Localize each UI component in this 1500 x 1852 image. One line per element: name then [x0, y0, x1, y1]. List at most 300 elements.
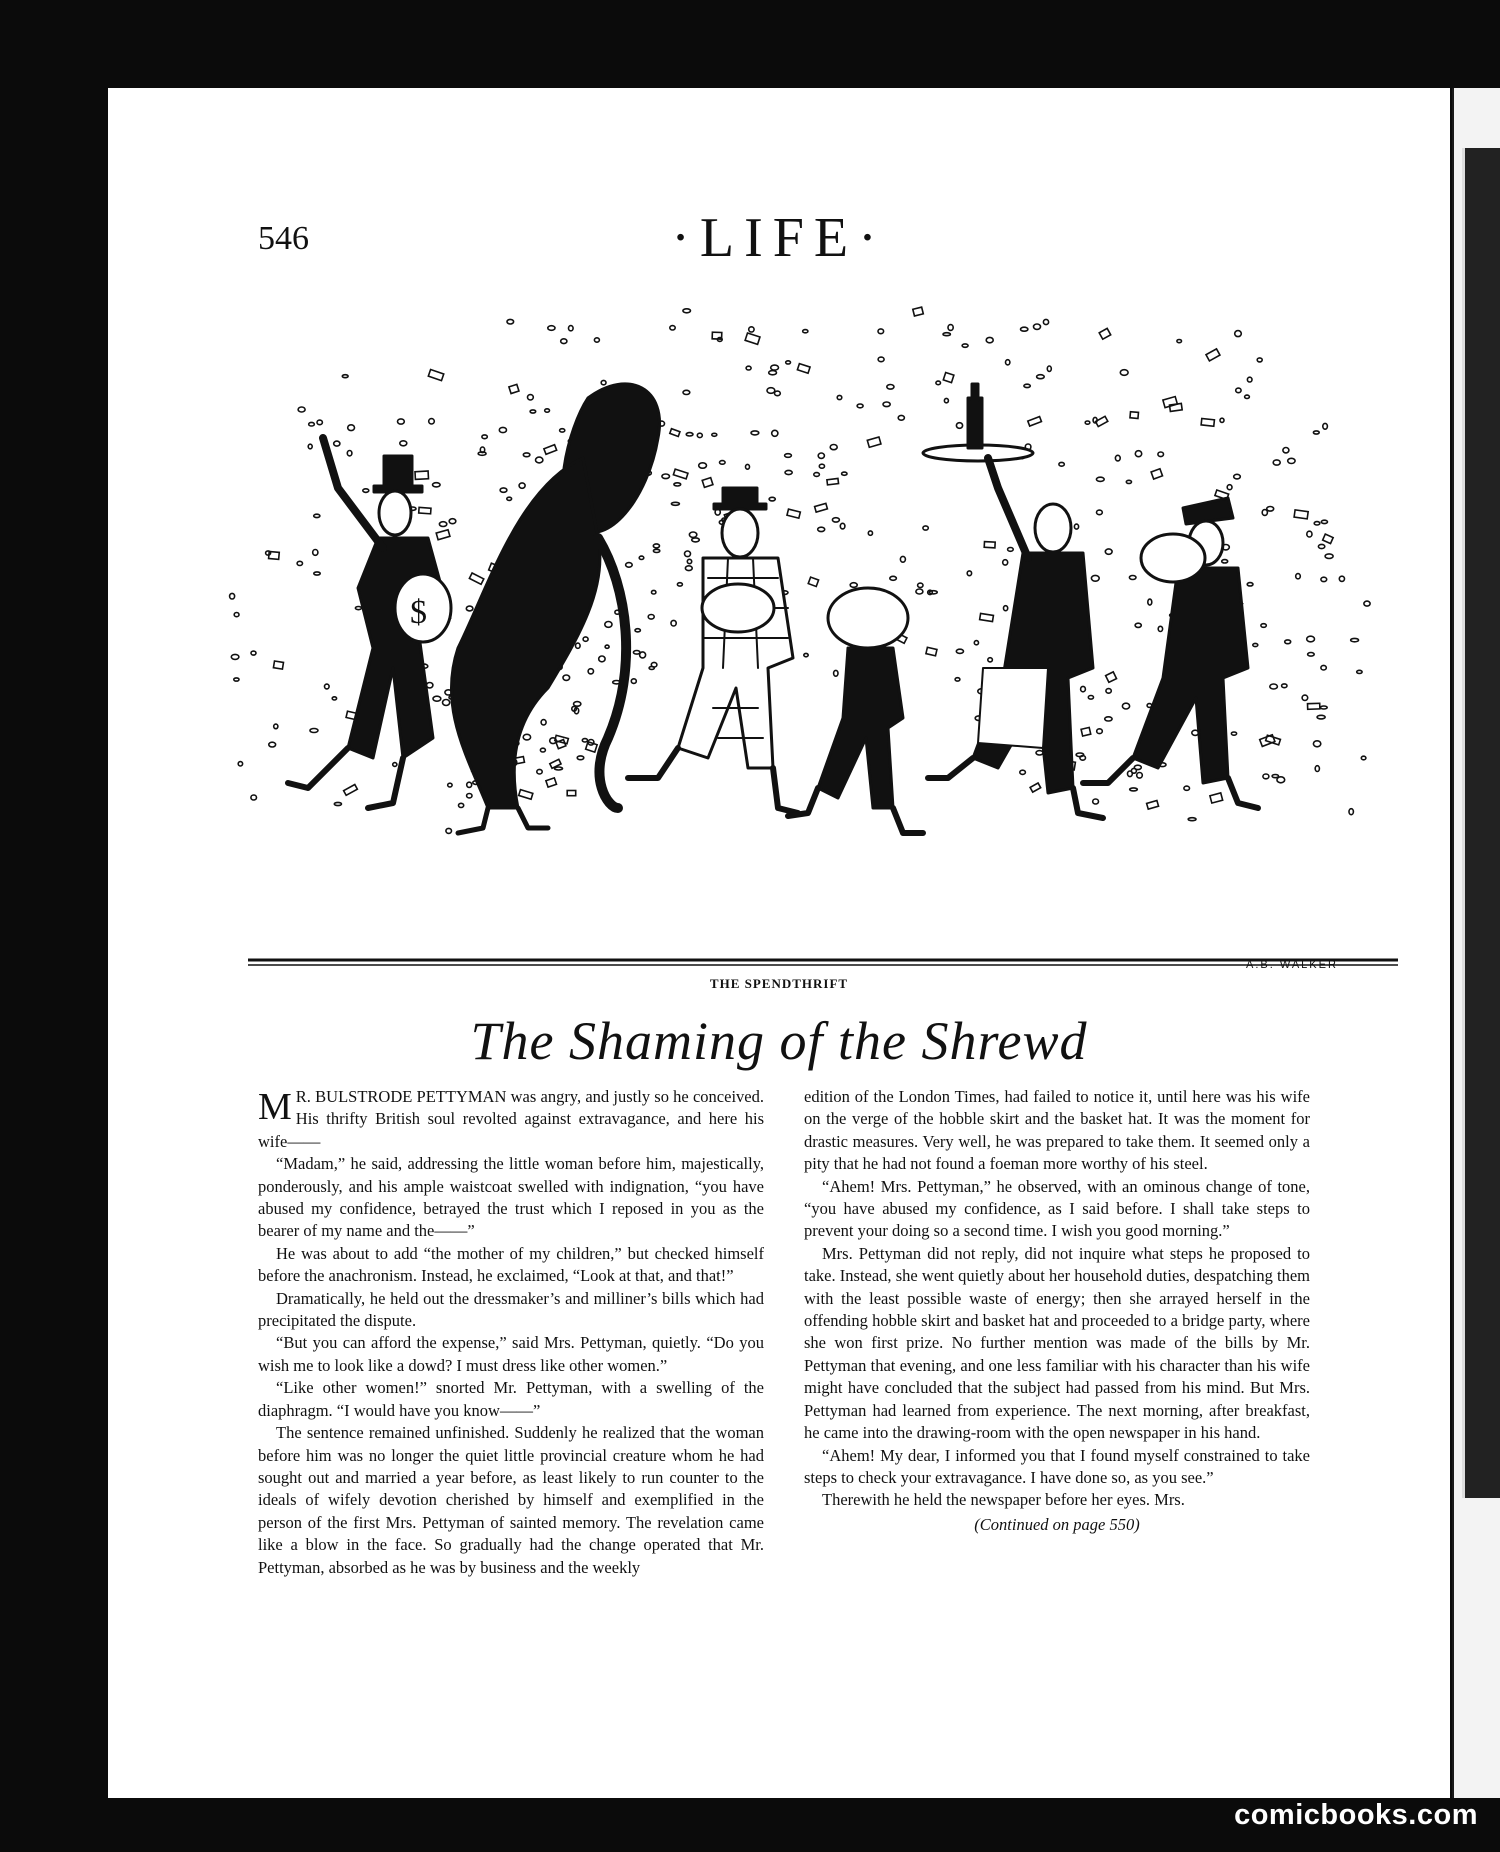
money-piece	[234, 678, 239, 681]
money-piece	[507, 497, 512, 500]
money-piece	[771, 365, 779, 370]
money-piece	[449, 519, 456, 524]
money-piece	[1288, 458, 1295, 463]
money-piece	[344, 784, 358, 795]
illustration-caption: THE SPENDTHRIFT	[709, 976, 849, 991]
money-piece	[586, 742, 598, 752]
paragraph: “Like other women!” snorted Mr. Pettyman, with a swelling of the diaphragm. “I would have you know——”	[258, 1378, 764, 1420]
money-piece	[1308, 653, 1315, 657]
money-piece	[1006, 360, 1010, 365]
money-piece	[1036, 751, 1043, 755]
money-piece	[787, 509, 800, 518]
artist-signature: A.B. WALKER	[1246, 959, 1338, 971]
money-piece	[1307, 531, 1312, 537]
money-piece	[857, 404, 863, 408]
money-piece	[541, 720, 546, 725]
paragraph: edition of the London Times, had failed to notice it, until here was his wife on the verge of the hobble skirt and the basket hat. It was the moment for drastic measures. Very well, he was prepared to take them. It seemed only a pity that he had not found a foeman more worthy of his steel.	[804, 1087, 1310, 1174]
money-piece	[683, 390, 690, 394]
money-piece	[334, 802, 341, 805]
money-piece	[342, 375, 348, 378]
money-piece	[1003, 560, 1008, 565]
money-piece	[1283, 448, 1289, 453]
money-piece	[1308, 703, 1320, 709]
money-piece	[1201, 419, 1214, 427]
money-piece	[347, 451, 352, 456]
money-piece	[309, 422, 315, 426]
money-piece	[582, 739, 587, 742]
money-piece	[653, 544, 659, 548]
figures	[288, 384, 1258, 833]
paragraph: He was about to add “the mother of my children,” but checked himself before the anachronism. Instead, he exclaimed, “Look at that, and that!”	[258, 1243, 764, 1286]
money-piece	[1130, 412, 1139, 419]
money-piece	[523, 453, 530, 457]
money-piece	[1059, 462, 1064, 466]
money-piece	[594, 338, 599, 342]
money-piece	[507, 319, 514, 324]
money-piece	[314, 514, 320, 517]
money-piece	[443, 700, 450, 706]
money-piece	[1177, 340, 1182, 343]
money-piece	[767, 388, 775, 394]
money-piece	[238, 762, 242, 766]
money-piece	[687, 559, 691, 563]
money-piece	[1093, 799, 1099, 804]
money-piece	[980, 613, 994, 621]
money-piece	[1151, 469, 1162, 479]
svg-text:$: $	[410, 594, 427, 631]
money-piece	[1074, 524, 1078, 529]
money-piece	[1277, 777, 1285, 783]
paragraph-text: R. BULSTRODE PETTYMAN was angry, and justly so he conceived. His thrifty British soul revolted against extravagance, and here his wife——	[258, 1087, 764, 1151]
money-piece	[1361, 756, 1366, 760]
money-piece	[555, 767, 563, 770]
money-piece	[523, 734, 530, 740]
top-hat-man	[288, 438, 451, 808]
money-piece	[563, 675, 570, 680]
money-piece	[313, 550, 318, 556]
money-piece	[1043, 319, 1048, 324]
money-piece	[1158, 452, 1164, 457]
money-piece	[234, 613, 239, 617]
site-watermark: comicbooks.com	[1234, 1799, 1478, 1831]
money-piece	[1097, 510, 1103, 515]
money-piece	[1030, 783, 1041, 792]
money-piece	[1034, 324, 1041, 329]
money-piece	[415, 471, 428, 479]
money-piece	[832, 518, 839, 522]
money-piece	[466, 606, 473, 611]
money-piece	[769, 371, 777, 375]
article-column-right	[804, 1086, 1310, 1536]
money-piece	[439, 522, 446, 527]
money-piece	[1126, 480, 1131, 483]
money-piece	[900, 556, 905, 562]
money-piece	[916, 589, 923, 594]
money-piece	[1285, 640, 1291, 644]
money-piece	[689, 532, 696, 537]
paragraph: “But you can afford the expense,” said Mrs. Pettyman, quietly. “Do you wish me to look like a dowd? I must dress like other women.”	[258, 1333, 764, 1375]
money-piece	[519, 790, 533, 800]
drop-cap: M	[258, 1086, 292, 1128]
money-piece	[746, 464, 750, 469]
money-piece	[842, 472, 847, 475]
money-piece	[1021, 327, 1028, 331]
money-piece	[297, 561, 302, 565]
money-piece	[804, 653, 808, 656]
money-piece	[500, 488, 507, 492]
money-piece	[1307, 636, 1315, 642]
money-piece	[674, 483, 681, 486]
paragraph: Therewith he held the newspaper before her eyes. Mrs.	[822, 1490, 1185, 1510]
money-piece	[1273, 460, 1280, 465]
money-piece	[459, 803, 464, 807]
money-piece	[1314, 522, 1320, 525]
money-piece	[929, 591, 937, 594]
money-piece	[561, 339, 567, 344]
money-piece	[583, 637, 588, 641]
money-piece	[567, 791, 576, 796]
money-piece	[1120, 370, 1128, 376]
money-piece	[699, 463, 707, 468]
money-piece	[1321, 665, 1326, 670]
facing-page-edge	[1452, 88, 1500, 1798]
money-piece	[818, 527, 825, 531]
money-piece	[1129, 576, 1136, 580]
money-piece	[944, 398, 948, 402]
money-piece	[1085, 421, 1090, 424]
money-piece	[1148, 599, 1152, 605]
money-piece	[1088, 696, 1093, 700]
money-piece	[1364, 601, 1370, 606]
money-piece	[878, 329, 884, 334]
money-piece	[1080, 756, 1086, 761]
money-piece	[1253, 643, 1258, 646]
money-piece	[467, 794, 472, 798]
money-piece	[648, 615, 654, 620]
money-piece	[433, 483, 441, 487]
money-piece	[467, 782, 472, 787]
masthead: ·LIFE·	[671, 207, 887, 269]
money-piece	[749, 327, 754, 332]
money-piece	[785, 470, 792, 474]
money-piece	[1037, 375, 1045, 379]
money-piece	[1188, 818, 1196, 821]
money-piece	[317, 420, 322, 425]
money-piece	[308, 444, 312, 449]
facing-page-dark-panel	[1462, 148, 1500, 1498]
magazine-page	[108, 88, 1450, 1798]
money-piece	[436, 530, 450, 540]
money-piece	[577, 756, 584, 760]
money-piece	[1257, 358, 1262, 362]
money-piece	[428, 370, 443, 381]
money-piece	[1028, 417, 1042, 426]
money-piece	[868, 531, 872, 535]
money-piece	[712, 433, 717, 436]
money-piece	[601, 380, 606, 384]
money-piece	[1020, 770, 1026, 774]
money-piece	[273, 661, 283, 669]
money-piece	[649, 667, 654, 670]
money-piece	[956, 423, 962, 429]
money-piece	[1323, 423, 1328, 429]
money-piece	[1351, 638, 1359, 641]
money-piece	[1128, 771, 1133, 777]
money-piece	[685, 551, 691, 557]
money-piece	[599, 656, 605, 662]
money-piece	[837, 395, 842, 399]
money-piece	[469, 573, 483, 584]
money-piece	[419, 507, 431, 513]
money-piece	[1081, 727, 1091, 736]
article-title: The Shaming of the Shrewd	[470, 1011, 1088, 1071]
money-piece	[1004, 606, 1008, 611]
money-piece	[818, 453, 824, 458]
money-piece	[662, 474, 670, 479]
money-piece	[948, 325, 953, 331]
money-piece	[772, 430, 778, 436]
money-piece	[545, 409, 550, 412]
money-piece	[898, 415, 904, 420]
money-piece	[363, 489, 369, 493]
money-piece	[274, 724, 278, 729]
money-piece	[400, 441, 407, 446]
money-piece	[482, 435, 487, 439]
money-piece	[878, 357, 884, 362]
waiter-with-tray	[923, 384, 1103, 818]
paragraph: “Ahem! Mrs. Pettyman,” he observed, with an ominous change of tone, “you have abused my confidence, as I said before. I shall take steps to prevent your doing so a second time. I wish you good morning.”	[804, 1176, 1310, 1241]
money-piece	[1170, 403, 1183, 411]
money-piece	[639, 556, 644, 559]
money-piece	[546, 778, 557, 787]
money-piece	[1231, 732, 1236, 735]
money-piece	[251, 795, 257, 800]
money-piece	[671, 502, 679, 505]
money-piece	[883, 402, 890, 407]
money-piece	[1296, 574, 1301, 579]
money-piece	[697, 433, 702, 437]
money-piece	[332, 697, 336, 700]
money-piece	[1302, 695, 1308, 700]
money-piece	[626, 563, 633, 568]
money-piece	[1137, 773, 1143, 779]
money-piece	[231, 654, 239, 659]
money-piece	[1236, 388, 1241, 393]
money-piece	[1220, 418, 1224, 422]
money-piece	[325, 684, 330, 689]
money-piece	[1247, 583, 1253, 586]
money-piece	[1099, 328, 1110, 339]
money-piece	[1339, 576, 1344, 581]
money-piece	[540, 748, 545, 752]
money-piece	[786, 361, 791, 364]
money-piece	[1158, 626, 1162, 631]
money-piece	[692, 538, 700, 542]
money-piece	[1318, 544, 1324, 548]
money-piece	[448, 783, 452, 787]
money-piece	[1210, 793, 1223, 803]
money-piece	[1024, 384, 1030, 387]
money-piece	[1270, 684, 1278, 689]
money-piece	[1135, 623, 1141, 627]
money-piece	[1130, 788, 1138, 791]
money-piece	[751, 431, 759, 435]
spendthrift-illustration	[188, 288, 1398, 968]
money-piece	[1008, 548, 1014, 552]
money-piece	[677, 583, 682, 586]
money-piece	[955, 678, 960, 681]
money-piece	[576, 643, 581, 648]
money-piece	[1294, 510, 1308, 519]
money-piece	[918, 583, 923, 587]
money-piece	[936, 381, 941, 385]
money-piece	[830, 445, 837, 450]
money-piece	[1135, 451, 1141, 457]
money-piece	[769, 497, 775, 501]
money-piece	[1245, 395, 1250, 398]
money-piece	[314, 572, 320, 575]
money-piece	[334, 441, 340, 446]
money-piece	[1081, 686, 1086, 691]
money-piece	[1097, 729, 1103, 734]
money-piece	[913, 307, 923, 316]
money-piece	[1222, 560, 1228, 563]
money-piece	[1096, 477, 1104, 481]
money-piece	[1321, 577, 1327, 581]
money-piece	[348, 425, 355, 431]
money-piece	[1317, 715, 1325, 719]
money-piece	[509, 384, 519, 393]
money-piece	[310, 729, 318, 733]
money-piece	[398, 419, 405, 424]
plaid-suit-man	[628, 488, 798, 813]
money-piece	[686, 433, 693, 436]
money-piece	[814, 473, 820, 477]
money-piece	[808, 577, 818, 586]
money-piece	[560, 429, 565, 432]
money-piece	[652, 590, 656, 594]
money-piece	[683, 309, 691, 313]
money-piece	[850, 583, 857, 588]
money-piece	[943, 333, 950, 336]
money-piece	[745, 333, 760, 344]
money-piece	[633, 651, 640, 655]
money-piece	[528, 395, 534, 400]
money-piece	[1313, 741, 1320, 747]
money-piece	[544, 445, 557, 455]
money-piece	[635, 629, 640, 632]
money-piece	[519, 483, 525, 488]
money-piece	[1234, 474, 1241, 479]
money-piece	[1282, 684, 1287, 688]
paragraph: “Ahem! My dear, I informed you that I found myself constrained to take steps to check your extravagance. I have done so, as you see.”	[804, 1445, 1310, 1487]
money-piece	[988, 658, 993, 662]
money-piece	[266, 551, 271, 555]
money-piece	[1323, 534, 1334, 543]
money-piece	[926, 647, 937, 656]
money-piece	[548, 326, 555, 331]
money-piece	[653, 549, 659, 552]
money-piece	[1261, 624, 1266, 628]
money-piece	[1235, 331, 1242, 337]
small-boy	[788, 588, 923, 833]
money-piece	[671, 620, 676, 626]
money-piece	[840, 523, 845, 529]
money-piece	[1047, 366, 1051, 371]
money-piece	[269, 742, 276, 747]
money-piece	[685, 566, 692, 571]
money-piece	[574, 702, 581, 707]
money-piece	[429, 419, 435, 424]
money-piece	[887, 385, 894, 390]
money-piece	[1321, 520, 1327, 523]
money-piece	[605, 622, 612, 628]
paragraph: Mrs. Pettyman did not reply, did not inquire what steps he proposed to take. Instead, she went quietly about her household duties, despatching them with the least possible waste of energy; then she arrayed herself in the offending hobble skirt and basket hat and proceeded to a bridge party, where she won first prize. No further mention was made of the bills by Mr. Pettyman that evening, and one less familiar with his character than his wife might have concluded that the subject had passed from his mind. But Mrs. Pettyman had learned from experience. The next morning, after breakfast, he came into the drawing-room with the open newspaper in his hand.	[804, 1243, 1310, 1443]
money-piece	[1313, 431, 1319, 434]
money-piece	[785, 454, 792, 458]
money-piece	[1106, 689, 1111, 694]
money-piece	[827, 478, 839, 484]
money-piece	[1105, 717, 1112, 721]
money-piece	[1315, 766, 1319, 772]
money-piece	[1105, 549, 1112, 554]
money-piece	[537, 769, 542, 774]
money-piece	[536, 457, 543, 463]
money-piece	[355, 607, 361, 610]
money-piece	[803, 330, 808, 333]
money-piece	[1325, 554, 1333, 559]
money-piece	[298, 407, 305, 412]
money-piece	[670, 326, 675, 330]
money-piece	[890, 576, 897, 580]
money-piece	[433, 696, 441, 701]
money-piece	[819, 464, 824, 468]
money-piece	[1115, 455, 1120, 461]
money-piece	[569, 326, 574, 331]
paragraph: Dramatically, he held out the dressmaker’s and milliner’s bills which had precipitated the dispute.	[258, 1288, 764, 1331]
money-piece	[1320, 706, 1327, 709]
money-piece	[670, 429, 680, 437]
money-piece	[1091, 575, 1099, 581]
money-piece	[967, 571, 971, 576]
paragraph: “Madam,” he said, addressing the little woman before him, majestically, ponderously, and his ample waistcoat swelled with indignation, “you have abused my confidence, betrayed the trust which I reposed in you as the bearer of my name and the——”	[258, 1154, 764, 1241]
continued-note: (Continued on page 550)	[974, 1514, 1140, 1534]
money-piece	[251, 651, 256, 655]
page-number: 546	[258, 220, 309, 257]
money-piece	[1267, 507, 1274, 512]
article-column-left	[258, 1086, 764, 1579]
money-piece	[1263, 774, 1269, 779]
money-piece	[1357, 670, 1362, 673]
money-piece	[530, 410, 536, 413]
money-piece	[1147, 800, 1159, 809]
money-piece	[956, 649, 963, 653]
money-piece	[1349, 809, 1353, 815]
money-piece	[720, 461, 726, 465]
money-piece	[867, 437, 881, 447]
money-piece	[974, 641, 978, 645]
money-piece	[1106, 672, 1117, 682]
money-piece	[702, 478, 713, 488]
money-piece	[1247, 377, 1252, 382]
money-piece	[746, 366, 751, 370]
money-piece	[588, 669, 593, 674]
money-piece	[673, 469, 688, 479]
money-piece	[815, 503, 828, 512]
money-piece	[499, 427, 506, 432]
money-piece	[984, 542, 995, 548]
money-piece	[1206, 349, 1220, 361]
